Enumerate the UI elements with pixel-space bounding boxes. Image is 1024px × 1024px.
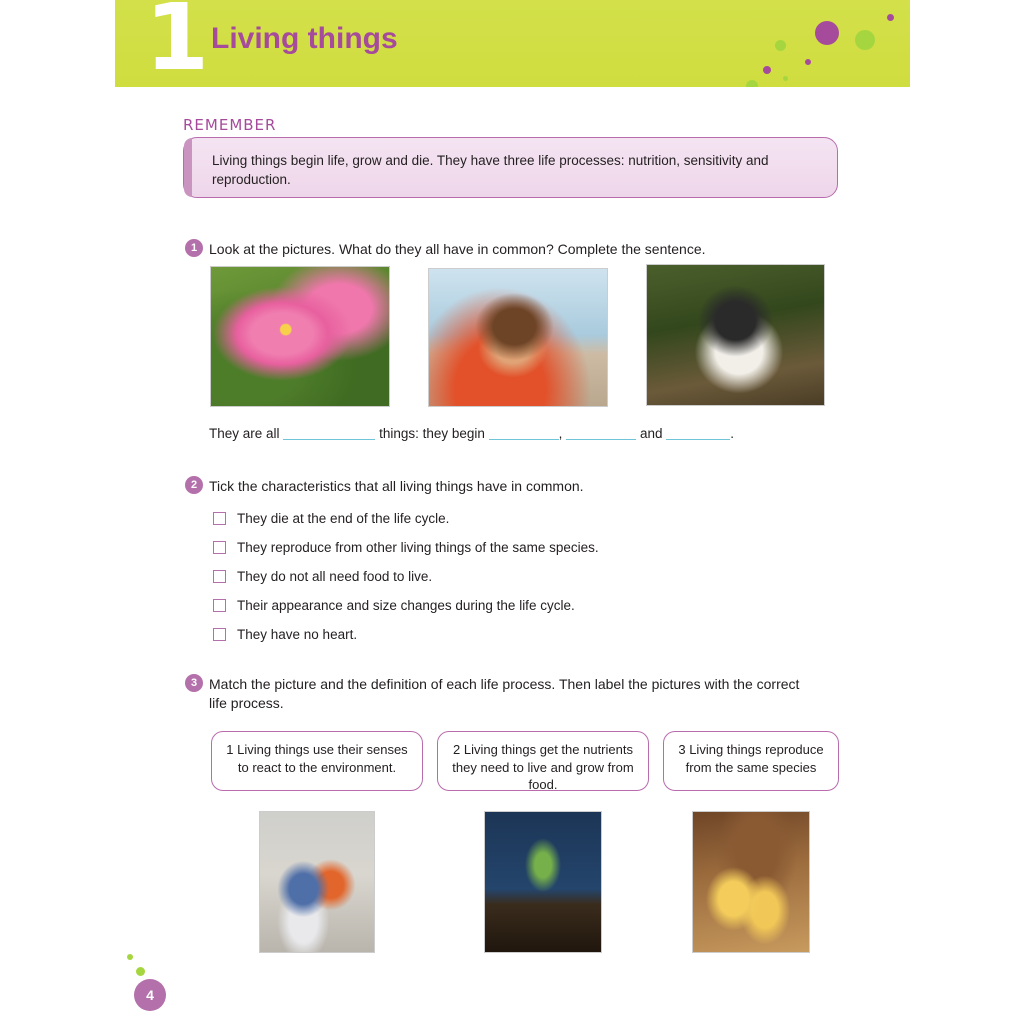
chicks-photo <box>692 811 810 953</box>
checkbox-option-5[interactable] <box>213 628 226 641</box>
fill-in-sentence <box>209 425 734 441</box>
answer-blank[interactable] <box>566 425 636 440</box>
remember-accent-bar <box>184 138 192 197</box>
checkbox-option-4[interactable] <box>213 599 226 612</box>
decorative-dot <box>127 954 133 960</box>
remember-label: REMEMBER <box>183 116 277 134</box>
definition-card-3[interactable]: 3 Living things reproduce from the same species <box>663 731 839 791</box>
definition-card-1[interactable]: 1 Living things use their senses to react to the environment. <box>211 731 423 791</box>
exercise-instruction-2: Tick the characteristics that all living things have in common. <box>209 478 584 494</box>
children-running-photo <box>259 811 375 953</box>
checkbox-label-3: They do not all need food to live. <box>237 569 433 584</box>
remember-box <box>183 137 838 198</box>
exercise-instruction-3: Match the picture and the definition of each life process. Then label the pictures with the correct life process. <box>209 676 800 711</box>
dog-photo <box>646 264 825 406</box>
sentence-part-3: , <box>558 426 563 441</box>
decorative-dot <box>805 59 811 65</box>
chapter-number: 1 <box>145 0 207 87</box>
checkbox-option-2[interactable] <box>213 541 226 554</box>
sentence-part-5: . <box>730 426 735 441</box>
decorative-dot <box>887 14 894 21</box>
checkbox-label-5: They have no heart. <box>237 627 358 642</box>
answer-blank[interactable] <box>666 425 730 440</box>
sentence-part-2: things: they begin <box>379 426 485 441</box>
decorative-dot <box>783 76 788 81</box>
decorative-dot <box>746 80 758 87</box>
checkbox-label-1: They die at the end of the life cycle. <box>237 511 450 526</box>
boy-photo <box>428 268 608 407</box>
exercise-number-2: 2 <box>185 476 203 494</box>
exercise-instruction-1: Look at the pictures. What do they all have in common? Complete the sentence. <box>209 241 706 257</box>
checkbox-option-1[interactable] <box>213 512 226 525</box>
flower-photo <box>210 266 390 407</box>
exercise-number-1: 1 <box>185 239 203 257</box>
checkbox-option-3[interactable] <box>213 570 226 583</box>
exercise-number-3: 3 <box>185 674 203 692</box>
sentence-part-1: They are all <box>209 426 280 441</box>
answer-blank[interactable] <box>489 425 559 440</box>
decorative-dot <box>136 967 145 976</box>
checkbox-label-2: They reproduce from other living things of the same species. <box>237 540 599 555</box>
definition-card-2[interactable]: 2 Living things get the nutrients they need to live and grow from food. <box>437 731 649 791</box>
plant-photo <box>484 811 602 953</box>
answer-blank[interactable] <box>283 425 375 440</box>
decorative-dot <box>855 30 875 50</box>
sentence-part-4: and <box>639 426 663 441</box>
page-number-badge: 4 <box>134 979 166 1011</box>
decorative-dot <box>815 21 839 45</box>
page-title: Living things <box>211 22 398 55</box>
decorative-dot <box>775 40 786 51</box>
remember-text: Living things begin life, grow and die. They have three life processes: nutrition, sensitivity and reproduction. <box>212 153 769 187</box>
decorative-dot <box>763 66 771 74</box>
checkbox-label-4: Their appearance and size changes during the life cycle. <box>237 598 575 613</box>
chapter-header-band <box>115 0 910 87</box>
